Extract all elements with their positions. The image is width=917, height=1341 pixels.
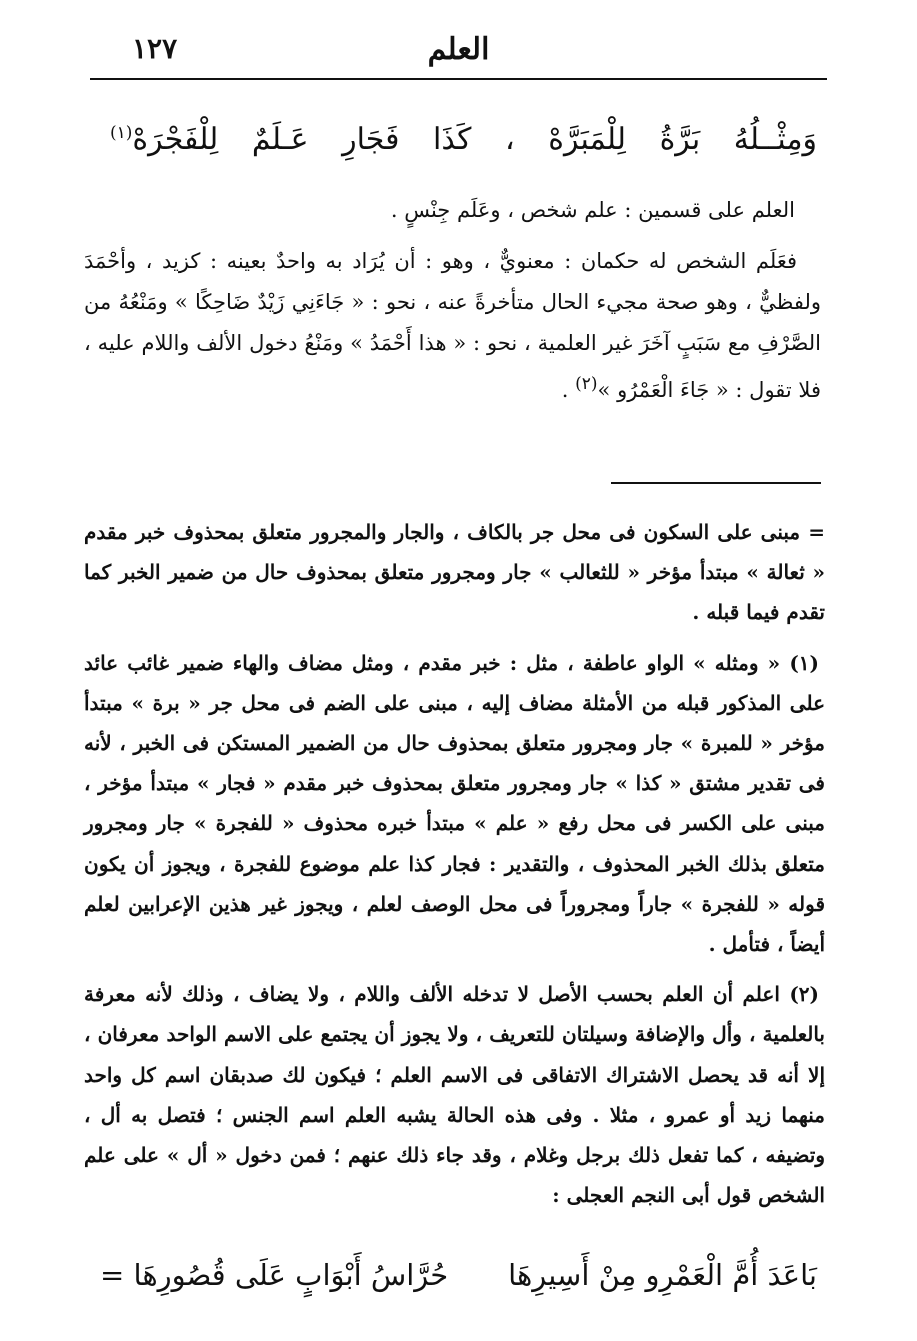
quoted-verse <box>100 1250 817 1300</box>
verse-text: وَمِثْــلُهُ بَرَّةُ لِلْمَبَرَّهْ ، كَذَا فَجَارِ عَـلَمٌ لِلْفَجْرَهْ <box>132 122 817 157</box>
verse-hemistich-1: بَاعَدَ أُمَّ الْعَمْرِو مِنْ أَسِيرِهَا <box>508 1258 817 1292</box>
page-header <box>90 32 827 76</box>
header-rule <box>90 78 827 80</box>
footnote-2-number: (٢) <box>789 982 819 1007</box>
footnote-continuation: = مبنى على السكون فى محل جر بالكاف ، والجار والمجرور متعلق بمحذوف خبر مقدم « ثعالة » مبتدأ مؤخر « للثعالب » جار ومجرور متعلق بمحذوف حال من ضمير الخبر كما تقدم فيما قبله . <box>84 520 825 625</box>
paragraph-2-end: . <box>561 378 576 402</box>
footnote-1 <box>84 643 825 965</box>
verse-line <box>110 108 817 165</box>
footnote-2 <box>84 974 825 1215</box>
main-text <box>84 190 821 421</box>
paragraph-2 <box>84 241 821 411</box>
running-title: العلم <box>427 32 490 67</box>
page-number: ١٢٧ <box>132 32 178 65</box>
footnote-separator <box>611 482 821 484</box>
verse-hemistich-2: حُرَّاسُ أَبْوَابٍ عَلَى قُصُورِهَا = <box>100 1258 449 1292</box>
footnote-1-number: (١) <box>789 650 819 675</box>
footnote-ref-1: (١) <box>110 123 133 143</box>
footnote-ref-2: (٢) <box>575 374 598 394</box>
footnote-2-text: اعلم أن العلم بحسب الأصل لا تدخله الألف واللام ، ولا يضاف ، وذلك لأنه معرفة بالعلمية ، وأل والإضافة وسيلتان للتعريف ، ولا يجوز أن يجتمع على الاسم الواحد معرفان ، إلا أنه قد يحصل الاشتراك الاتفاقى فى الاسم العلم ؛ فيكون لك صدبقان اسم كل واحد منهما زيد أو عمرو ، مثلا . وفى هذه الحالة يشبه العلم اسم الجنس ؛ فتصل به أل ، وتضيفه ، كما تفعل ذلك برجل وغلام ، وقد جاء ذلك عنهم ؛ فمن دخول « أل » على علم الشخص قول أبى النجم العجلى : <box>84 982 825 1208</box>
paragraph-2-text: فعَلَم الشخص له حكمان : معنويٌّ ، وهو : أن يُرَاد به واحدٌ بعينه : كزيد ، وأحْمَدَ ولفظيٌّ ، وهو صحة مجيء الحال متأخرةً عنه ، نحو : « جَاءَنِي زَيْدٌ ضَاحِكًا » ومَنْعُهُ من الصَّرْفِ مع سَبَبٍ آخَرَ غير العلمية ، نحو : « هذا أَحْمَدُ » ومَنْعُ دخول الألف واللام عليه ، فلا تقول : « جَاءَ الْعَمْرُو » <box>84 249 821 402</box>
footnote-1-text: « ومثله » الواو عاطفة ، مثل : خبر مقدم ، ومثل مضاف والهاء ضمير غائب عائد على المذكور قبله من الأمثلة مضاف إليه ، مبنى على الضم فى محل جر « برة » مبتدأ مؤخر « للمبرة » جار ومجرور متعلق بمحذوف حال من الضمير المستكن فى الخبر ، لأنه فى تقدير مشتق « كذا » جار ومجرور متعلق بمحذوف خبر مقدم « فجار » مبتدأ مؤخر ، مبنى على الكسر فى محل رفع « علم » مبتدأ خبره محذوف « للفجرة » جار ومجرور متعلق بذلك الخبر المحذوف ، والتقدير : فجار كذا علم موضوع للفجرة ، ويجوز أن يكون قوله « للفجرة » جاراً ومجروراً فى محل الوصف لعلم ، ويجوز غير هذين الإعرابين لعلم أيضاً ، فتأمل . <box>84 650 825 957</box>
paragraph-1: العلم على قسمين : علم شخص ، وعَلَم جِنْسٍ . <box>390 198 795 222</box>
footnotes <box>84 512 825 1225</box>
